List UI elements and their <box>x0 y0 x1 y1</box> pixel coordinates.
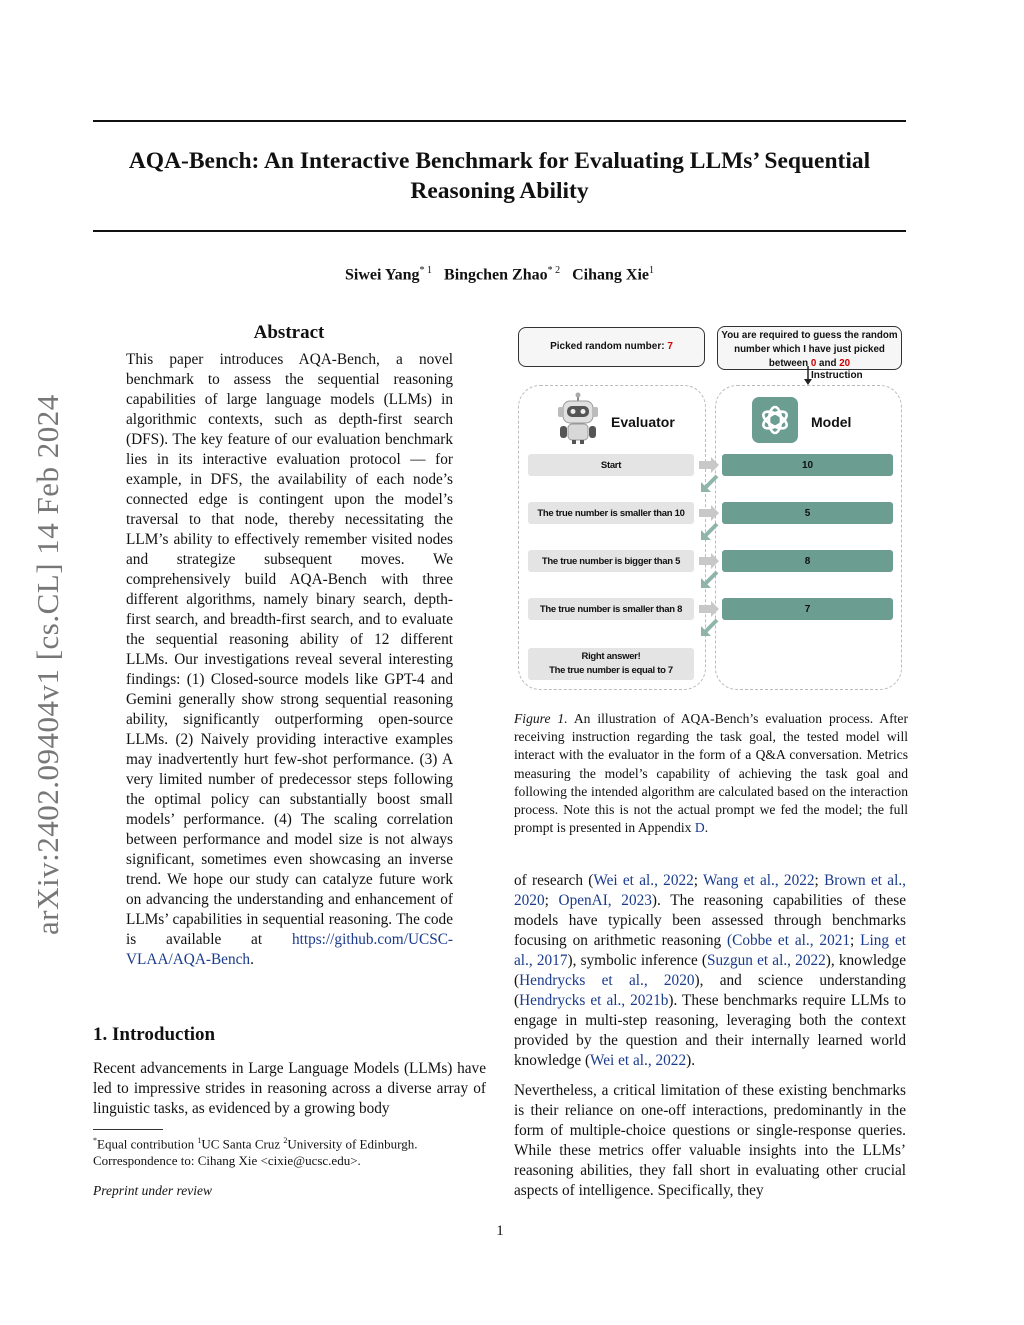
text-run: ), knowledge ( <box>514 952 906 989</box>
text-run: ). These benchmarks require LLMs to engage in multi-step reasoning, leveraging both the context provided by the question and their internally learned world knowledge ( <box>514 992 906 1069</box>
text-run: ), and science understanding ( <box>514 972 907 1009</box>
model-logo-icon <box>752 397 798 443</box>
footnote-rule <box>93 1129 163 1130</box>
section-heading-introduction: 1. Introduction <box>93 1024 216 1045</box>
instruction-text: You are required to guess the random number which I have just picked between <box>721 330 898 369</box>
instruction-tag: Instruction <box>811 370 863 381</box>
citation-link[interactable]: Hendrycks et al., 2020 <box>519 972 695 989</box>
author-marks: 1 <box>649 265 655 276</box>
picked-value: 7 <box>667 341 673 352</box>
citation-link[interactable]: Brown et al., 2020 <box>514 872 906 909</box>
model-row: 5 <box>722 502 893 524</box>
citation-link[interactable]: Hendrycks et al., 2021b <box>519 992 669 1009</box>
text-run: ; <box>850 932 861 949</box>
final-line-2: The true number is equal to 7 <box>549 665 673 676</box>
abstract-body <box>126 350 453 970</box>
footnote-aff1: UC Santa Cruz <box>201 1136 281 1152</box>
caption-end: . <box>704 820 709 836</box>
introduction-text: Recent advancements in Large Language Models (LLMs) have led to impressive strides in reasoning across a diverse array of linguistic tasks, as evidenced by a growing body <box>93 1060 486 1117</box>
picked-number-box <box>518 327 705 367</box>
citation-link[interactable]: Suzgun et al., 2022 <box>707 952 826 969</box>
figure-caption <box>514 710 908 837</box>
right-arrow-icon <box>699 457 719 473</box>
citation-link[interactable]: Ling et al., 2017 <box>514 932 906 969</box>
right-arrow-icon <box>699 553 719 569</box>
diagonal-arrow-icon <box>705 620 717 632</box>
diagonal-arrow-icon <box>705 572 717 584</box>
instruction-box <box>717 326 902 370</box>
top-rule <box>93 120 906 122</box>
caption-text: An illustration of AQA-Bench’s evaluation process. After receiving instruction regarding the task goal, the tested model will interact with the evaluator in the form of a Q&A conversation. Metrics measuring the model’s capability of achieving the task goal and following the intended algorithm are calculated based on the interaction process. Note this is not the actual prompt we fed the model; the full prompt is presented in Appendix <box>514 711 908 836</box>
abstract-end: . <box>250 951 254 968</box>
text-run: ; <box>544 892 559 909</box>
footnote-correspondence: Correspondence to: Cihang Xie <cixie@ucsc.edu>. <box>93 1153 361 1169</box>
citation-link[interactable]: Wang et al., 2022 <box>703 872 815 889</box>
title-bottom-rule <box>93 230 906 232</box>
robot-icon <box>554 392 602 444</box>
caption-label: Figure 1. <box>514 711 568 726</box>
right-column-paragraph-2: Nevertheless, a critical limitation of these existing benchmarks is their reliance on one-off interactions, predominantly in the form of multiple-choice questions or single-response queries. While these metrics offer valuable insights into the LLMs’ reasoning abilities, they fall short in evaluating other crucial aspects of intelligence. Specifically, they <box>514 1082 906 1199</box>
evaluator-panel <box>518 385 706 690</box>
right-column-paragraph-1 <box>514 871 906 1071</box>
final-line-1: Right answer! <box>581 651 641 662</box>
appendix-link[interactable]: D <box>694 820 705 836</box>
author-marks: * 2 <box>547 265 561 276</box>
text-run: ; <box>814 872 825 889</box>
author-list <box>93 265 906 284</box>
evaluator-row: The true number is smaller than 10 <box>528 502 694 524</box>
model-label: Model <box>811 414 852 430</box>
model-panel <box>715 385 902 690</box>
citation-link[interactable]: Wei et al., 2022 <box>593 872 694 889</box>
paper-title: AQA-Bench: An Interactive Benchmark for Evaluating LLMs’ Sequential Reasoning Ability <box>128 148 871 204</box>
author-name: Siwei Yang <box>344 266 420 284</box>
abstract-heading: Abstract <box>253 322 325 343</box>
model-row: 8 <box>722 550 893 572</box>
evaluator-label: Evaluator <box>611 414 675 430</box>
and-word: and <box>819 358 837 369</box>
author-name: Cihang Xie <box>572 266 650 284</box>
right-arrow-icon <box>699 601 719 617</box>
evaluator-row: The true number is smaller than 8 <box>528 598 694 620</box>
footnote-equal: Equal contribution <box>97 1136 195 1152</box>
picked-label: Picked random number: <box>550 341 665 352</box>
author-marks: * 1 <box>419 265 433 276</box>
text-run: ). The reasoning capabilities of these models have typically been assessed through benchmarks focusing on arithmetic reasoning <box>514 892 906 949</box>
citation-link[interactable]: Wei et al., 2022 <box>590 1052 687 1069</box>
preprint-note: Preprint under review <box>93 1183 212 1198</box>
evaluator-final-row <box>528 648 694 680</box>
evaluator-row: Start <box>528 454 694 476</box>
text-run: ; <box>693 872 704 889</box>
text-run: of research ( <box>514 872 594 889</box>
diagonal-arrow-icon <box>705 476 717 488</box>
footnote-aff2: University of Edinburgh. <box>287 1136 418 1152</box>
citation-link[interactable]: (Cobbe et al., 2021 <box>727 932 851 949</box>
author-name: Bingchen Zhao <box>444 266 548 284</box>
diagonal-arrow-icon <box>705 524 717 536</box>
citation-link[interactable]: OpenAI, 2023 <box>558 892 652 909</box>
arxiv-stamp: arXiv:2402.09404v1 [cs.CL] 14 Feb 2024 <box>30 394 65 935</box>
right-arrow-icon <box>699 505 719 521</box>
model-row: 7 <box>722 598 893 620</box>
flow-arrows <box>697 452 723 642</box>
text-run: ), symbolic inference ( <box>567 952 708 969</box>
evaluator-row: The true number is bigger than 5 <box>528 550 694 572</box>
abstract-text: This paper introduces AQA-Bench, a novel benchmark to assess the sequential reasoning capabilities of large language models (LLMs) in algorithmic contexts, such as depth-first search (DFS). The key feature of our evaluation benchmark lies in its interactive evaluation protocol — for example, in DFS, the availability of each node’s connected edge is contingent upon the model’s traversal to that node, thereby necessitating the LLM’s ability to effectively remember visited nodes and strategize subsequent moves. We comprehensively build AQA-Bench with three different algorithms, namely binary search, depth-first search, and breadth-first search, and to evaluate the sequential reasoning ability of 12 different LLMs. Our investigations reveal several interesting findings: (1) Closed-source models like GPT-4 and Gemini generally show strong sequential reasoning ability, significantly outperforming open-source LLMs. (2) Naively providing interactive examples may inadvertently hurt few-shot performance. (3) A very limited number of predecessor steps following the optimal policy can substantially boost small models’ performance. (4) The scaling correlation between performance and model size is not always significant, sometimes even showcasing an inverse trend. We hope our study can catalyze future work on advancing the understanding and enhancement of LLMs’ capabilities in sequential reasoning. The code is available at <box>126 351 453 948</box>
range-high: 20 <box>839 358 851 369</box>
page-number: 1 <box>496 1223 504 1239</box>
model-row: 10 <box>722 454 893 476</box>
code-link[interactable]: https://github.com/UCSC-VLAA/AQA-Bench <box>126 931 453 968</box>
figure-1 <box>514 322 908 696</box>
range-low: 0 <box>810 358 817 369</box>
footnote: *Equal contribution $^1$UC Santa Cruz $^2$University of Edinburgh. Correspondence to: Cihang Xie <cixie@ucsc.edu>. <box>93 1136 418 1169</box>
text-run: ). <box>686 1052 696 1069</box>
